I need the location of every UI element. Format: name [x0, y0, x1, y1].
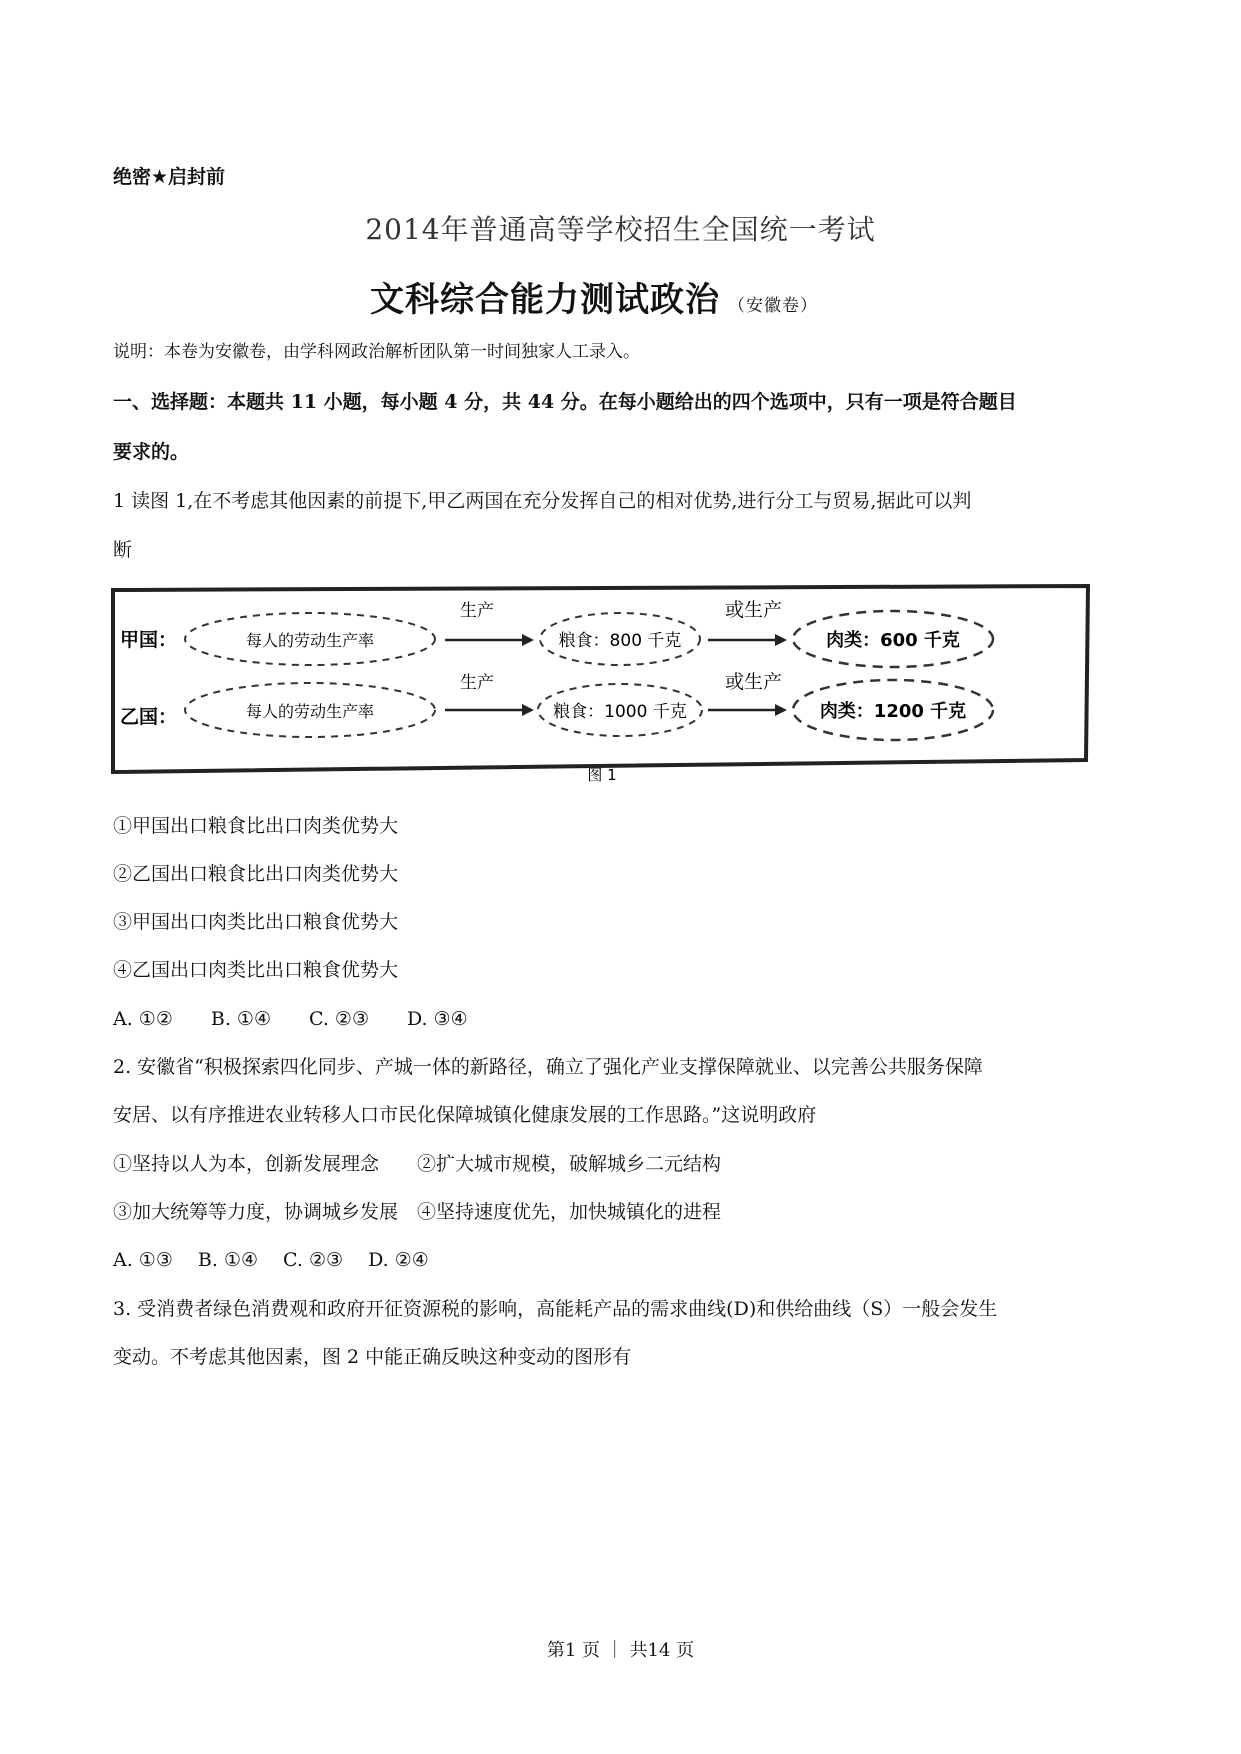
q1-option-3: ③甲国出口肉类比出口粮食优势大	[113, 911, 399, 933]
paper-title-main: 文科综合能力测试政治	[370, 280, 720, 320]
row2-country: 乙国：	[120, 706, 178, 728]
figure-1-caption: 图 1	[587, 766, 617, 782]
q1-choices: A. ①② B. ①④ C. ②③ D. ③④	[113, 1008, 468, 1030]
row1-country: 甲国：	[120, 629, 178, 651]
exam-title: 2014年普通高等学校招生全国统一考试	[365, 213, 876, 246]
row1-arrow2-label: 或生产	[725, 599, 783, 621]
q2-options-line1: ①坚持以人为本，创新发展理念 ②扩大城市规模，破解城乡二元结构	[113, 1153, 722, 1175]
row1-ellipse-label: 每人的劳动生产率	[245, 631, 375, 650]
secret-label: 绝密★启封前	[113, 166, 226, 188]
q3-stem-line1: 3. 受消费者绿色消费观和政府开征资源税的影响，高能耗产品的需求曲线(D)和供给曲线（S）一般会发生	[113, 1298, 998, 1320]
row1-arrow1-label: 生产	[460, 601, 494, 621]
paper-title-sub: （安徽卷）	[728, 296, 818, 316]
page-footer: 第1 页 ｜ 共14 页	[546, 1640, 695, 1661]
paper-title	[370, 272, 818, 321]
q1-option-1: ①甲国出口粮食比出口肉类优势大	[113, 815, 399, 837]
q2-options-line2: ③加大统筹等力度，协调城乡发展 ④坚持速度优先，加快城镇化的进程	[113, 1201, 722, 1223]
row1-meat: 肉类：600 千克	[826, 630, 960, 651]
q1-stem-line2: 断	[113, 539, 133, 561]
section-heading-line2: 要求的。	[113, 441, 190, 463]
note: 说明：本卷为安徽卷，由学科网政治解析团队第一时间独家人工录入。	[113, 342, 640, 362]
row1-grain: 粮食：800 千克	[558, 631, 682, 651]
q1-option-4: ④乙国出口肉类比出口粮食优势大	[113, 959, 399, 981]
q2-choices: A. ①③ B. ①④ C. ②③ D. ②④	[113, 1249, 429, 1271]
q1-stem-line1: 1 读图 1,在不考虑其他因素的前提下,甲乙两国在充分发挥自己的相对优势,进行分工与贸易,据此可以判	[113, 490, 972, 512]
row2-arrow2-label: 或生产	[725, 671, 783, 693]
row2-meat: 肉类：1200 千克	[819, 701, 967, 722]
q2-stem-line2: 安居、以有序推进农业转移人口市民化保障城镇化健康发展的工作思路。”这说明政府	[113, 1104, 817, 1126]
row2-arrow1-label: 生产	[460, 673, 494, 693]
figure-1	[110, 582, 1095, 782]
row2-grain: 粮食：1000 千克	[553, 702, 687, 722]
q1-option-2: ②乙国出口粮食比出口肉类优势大	[113, 863, 399, 885]
row2-ellipse-label: 每人的劳动生产率	[245, 702, 375, 721]
q3-stem-line2: 变动。不考虑其他因素，图 2 中能正确反映这种变动的图形有	[113, 1346, 632, 1368]
q2-stem-line1: 2. 安徽省“积极探索四化同步、产城一体的新路径，确立了强化产业支撑保障就业、以完善公共服务保障	[113, 1056, 983, 1078]
section-heading-line1: 一、选择题：本题共 11 小题，每小题 4 分，共 44 分。在每小题给出的四个选项中，只有一项是符合题目	[113, 391, 1017, 413]
